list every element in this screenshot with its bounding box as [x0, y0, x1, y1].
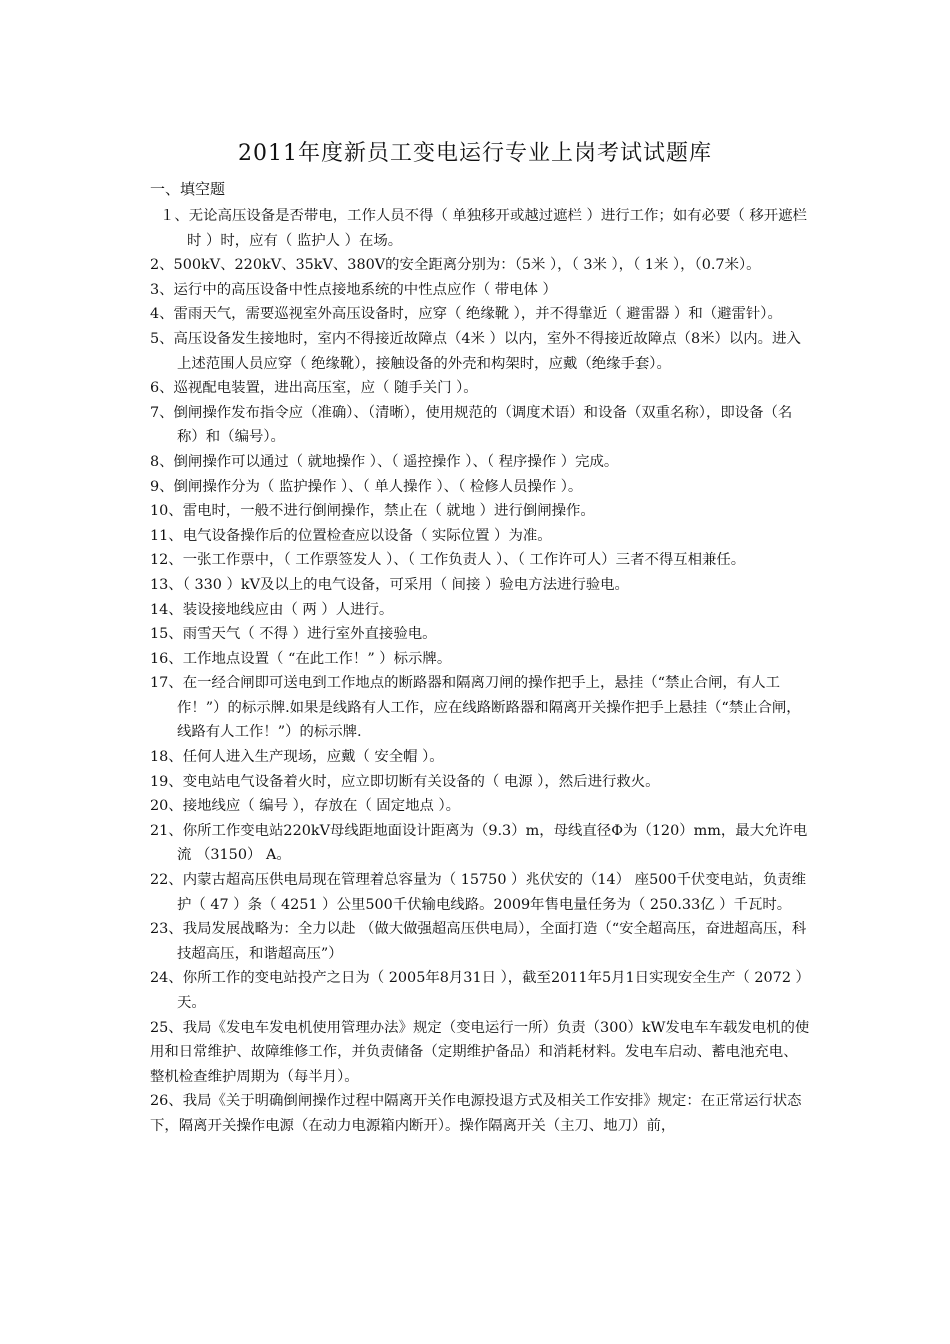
- question-item: 23、我局发展战略为：全力以赴 （做大做强超高压供电局），全面打造（“安全超高压，奋进超高压，科技超高压，和谐超高压”）: [150, 921, 807, 962]
- question-item: 7、倒闸操作发布指令应（准确）、（清晰），使用规范的（调度术语）和设备（双重名称），即设备（名称）和（编号）。: [150, 404, 793, 446]
- question-item: 22、内蒙古超高压供电局现在管理着总容量为（ 15750 ）兆伏安的（14） 座500千伏变电站，负责维护（ 47 ）条（ 4251 ）公里500千伏输电线路。2009年售电量任务为（ 250.33亿 ）千瓦时。: [150, 872, 807, 913]
- question-item: 15、雨雪天气（ 不得 ）进行室外直接验电。: [150, 626, 437, 643]
- question-item: 4、雷雨天气，需要巡视室外高压设备时，应穿（ 绝缘靴 ），并不得靠近（ 避雷器 ）和（避雷针）。: [150, 306, 782, 323]
- question-item: 12、一张工作票中，（ 工作票签发人 ）、（ 工作负责人 ）、（ 工作许可人）三者不得互相兼任。: [150, 552, 746, 569]
- question-item: 24、你所工作的变电站投产之日为（ 2005年8月31日 ），截至2011年5月1日实现安全生产（ 2072 ）天。: [150, 970, 810, 1011]
- question-item: 20、接地线应（ 编号 ），存放在（ 固定地点 ）。: [150, 798, 461, 815]
- question-item: 8、倒闸操作可以通过（ 就地操作 ）、（ 遥控操作 ）、（ 程序操作 ）完成。: [150, 453, 619, 470]
- question-item: 18、任何人进入生产现场，应戴（ 安全帽 ）。: [150, 749, 444, 766]
- question-item: 17、在一经合闸即可送电到工作地点的断路器和隔离刀闸的操作把手上，悬挂（“禁止合闸，有人工作！”）的标示牌.如果是线路有人工作，应在线路断路器和隔离开关操作把手上悬挂（“禁止合闸，线路有人工作！”）的标示牌.: [150, 675, 801, 741]
- question-item: 19、变电站电气设备着火时，应立即切断有关设备的（ 电源 ），然后进行救火。: [150, 773, 660, 790]
- question-item: 25、我局《发电车发电机使用管理办法》规定（变电运行一所）负责（300）kW发电车车载发电机的使用和日常维护、故障维修工作，并负责储备（定期维护备品）和消耗材料。发电车启动、蓄电池充电、整机检查维护周期为（每半月）。: [150, 1019, 810, 1085]
- question-item: 2、500kV、220kV、35kV、380V的安全距离分别为：（5米 ），（ 3米 ），（ 1米 ），（0.7米）。: [150, 257, 761, 274]
- question-item: 9、倒闸操作分为（ 监护操作 ）、（ 单人操作 ）、（ 检修人员操作 ）。: [150, 478, 583, 495]
- question-item: 26、我局《关于明确倒闸操作过程中隔离开关作电源投退方式及相关工作安排》规定：在正常运行状态下，隔离开关操作电源（在动力电源箱内断开）。操作隔离开关（主刀、地刀）前，: [150, 1093, 802, 1134]
- question-item: 14、装设接地线应由（ 两 ）人进行。: [150, 601, 394, 618]
- question-item: 13、（ 330 ）kV及以上的电气设备，可采用（ 间接 ）验电方法进行验电。: [150, 576, 629, 593]
- question-item: １、无论高压设备是否带电，工作人员不得（ 单独移开或越过遮栏 ）进行工作；如有必要（ 移开遮栏时 ）时，应有（ 监护人 ）在场。: [160, 208, 807, 249]
- question-list: [150, 204, 810, 1139]
- document-title: 2011年度新员工变电运行专业上岗考试试题库: [238, 141, 712, 166]
- question-item: 16、工作地点设置（ “在此工作！” ）标示牌。: [150, 650, 452, 667]
- question-item: 21、你所工作变电站220kV母线距地面设计距离为（9.3）m，母线直径Φ为（120）mm，最大允许电流 （3150） A。: [150, 822, 808, 864]
- question-item: 3、运行中的高压设备中性点接地系统的中性点应作（ 带电体 ）: [150, 281, 557, 298]
- question-item: 6、巡视配电装置，进出高压室，应（ 随手关门 ）。: [150, 380, 478, 397]
- question-item: 5、高压设备发生接地时，室内不得接近故障点（4米 ）以内，室外不得接近故障点（8米）以内。进入上述范围人员应穿（ 绝缘靴），接触设备的外壳和构架时，应戴（绝缘手套）。: [150, 330, 801, 372]
- section-heading: 一、填空题: [150, 180, 226, 198]
- question-item: 11、电气设备操作后的位置检查应以设备（ 实际位置 ）为准。: [150, 527, 552, 544]
- question-item: 10、雷电时，一般不进行倒闸操作，禁止在（ 就地 ）进行倒闸操作。: [150, 503, 595, 520]
